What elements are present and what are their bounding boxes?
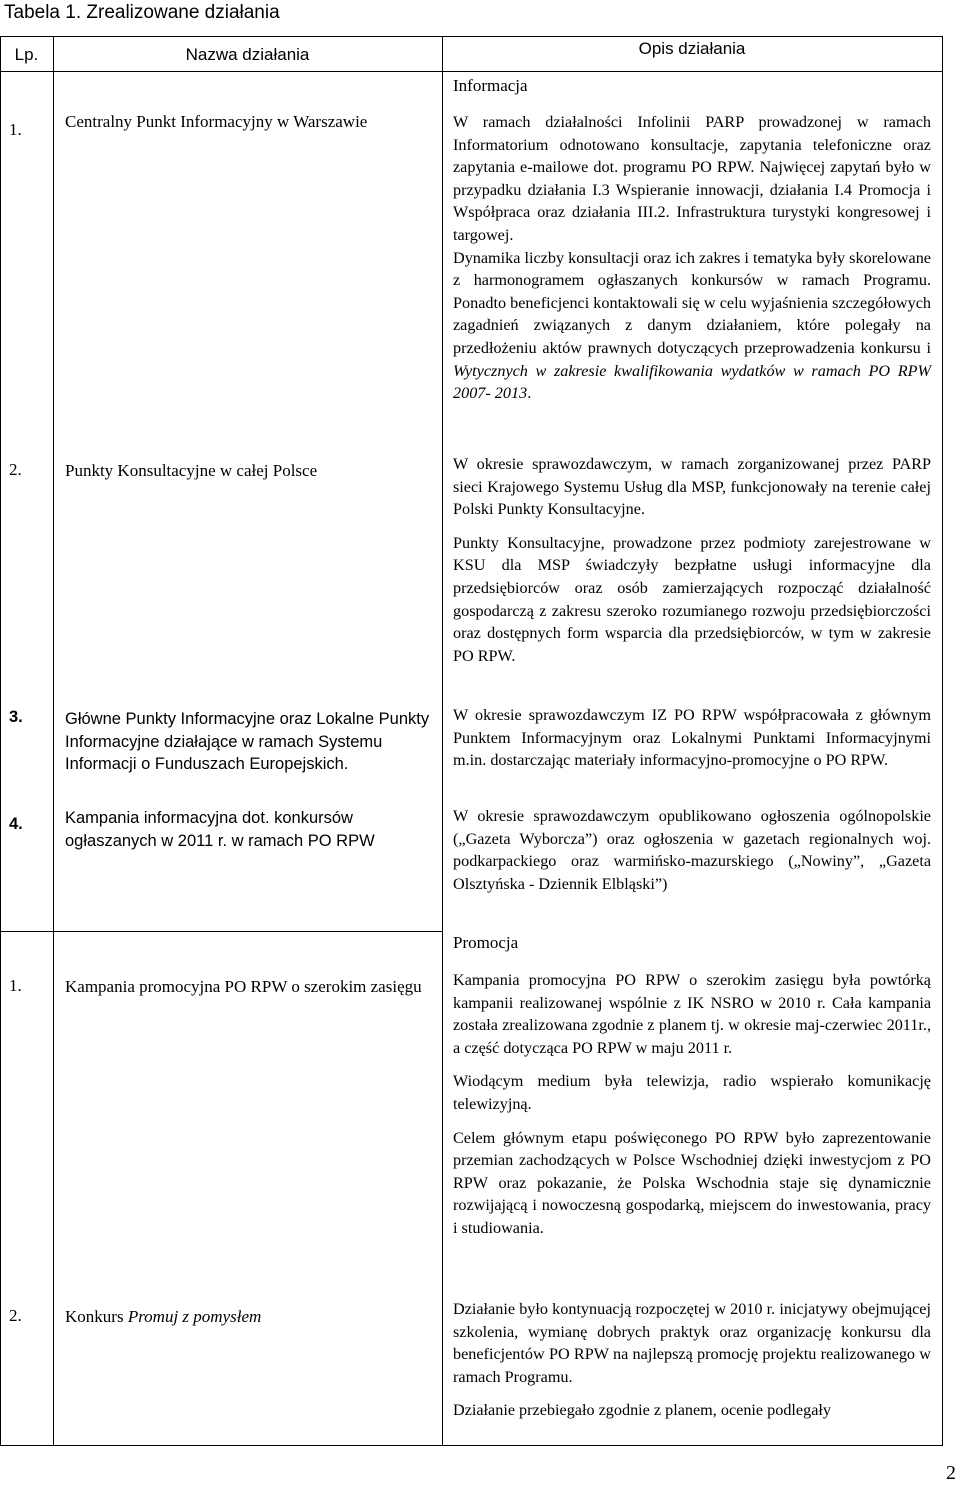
row-4-lp: 4. [9,815,23,833]
lp-column-divider [53,36,54,1446]
row-5-desc-paragraph-1: Kampania promocyjna PO RPW o szerokim zasięgu była powtórką kampanii realizowanej wspólnie z IK NSRO w 2010 r. Cała kampania została zrealizowana zgodnie z planem tj. w okresie maj-czerwiec 2011r., a część dotycząca PO RPW w maju 2011 r. [453,971,931,1057]
row-2-name: Punkty Konsultacyjne w całej Polsce [65,461,318,480]
row-1-desc-italic: Wytycznych w zakresie kwalifikowania wydatków w ramach PO RPW 2007- 2013 [453,361,931,403]
row-3-description [453,704,931,772]
section-label-informacja: Informacja [453,76,528,95]
row-5-lp: 1. [9,976,22,995]
row-5-name: Kampania promocyjna PO RPW o szerokim zasięgu [65,977,422,996]
table-caption: Tabela 1. Zrealizowane działania [4,2,280,23]
row-2-lp: 2. [9,460,22,479]
row-3-desc-paragraph-1: W okresie sprawozdawczym IZ PO RPW współpracowała z głównym Punktem Informacyjnym oraz Lokalnymi Punktami Informacyjnymi m.in. dostarczając materiały informacyjno-promocyjne o PO RPW. [453,706,931,770]
row-6-lp: 2. [9,1306,22,1325]
row-5-description [453,969,931,1240]
row-3-lp: 3. [9,708,23,726]
header-description: Opis działania [638,39,746,58]
row-1-desc-paragraph-2: Dynamika liczby konsultacji oraz ich zakres i tematyka były skorelowane z harmonogramem ogłaszanych konkursów w ramach Programu. Ponadto beneficjenci kontaktowali się w celu wyjaśnienia szczegółowych zagadnień związanych z danym działaniem, które polegały na przedłożeniu aktów prawnych dotyczących przeprowadzenia konkursu i Wytycznych w zakresie kwalifikowania wydatków w ramach PO RPW 2007- 2013. [453,248,931,403]
header-lp: Lp. [14,45,39,64]
row-1-name: Centralny Punkt Informacyjny w Warszawie [65,112,368,131]
header-name: Nazwa działania [185,45,310,64]
row-6-desc-paragraph-2: Działanie przebiegało zgodnie z planem, ocenie podlegały [453,1401,831,1420]
row-6-desc-paragraph-1: Działanie było kontynuacją rozpoczętej w 2010 r. inicjatywy obejmującej szkolenia, wymianę dobrych praktyk oraz organizację konkursu dla beneficjentów PO RPW na najlepszą promocję projektu realizowanego w ramach Programu. [453,1300,931,1386]
table-right-border [942,36,943,1446]
row-2-desc-paragraph-1: W okresie sprawozdawczym, w ramach zorganizowanej przez PARP sieci Krajowego Systemu Usług dla MSP, funkcjonowały na terenie całej Polski Punkty Konsultacyjne. [453,455,931,519]
row-6-name: Konkurs Promuj z pomysłem [65,1307,262,1326]
row-5-desc-paragraph-3: Celem głównym etapu poświęconego PO RPW było zaprezentowanie przemian zachodzących w Polsce Wschodniej dzięki inwestycjom z PO RPW oraz pokazanie, że Polska Wschodnia staje się dynamicznie rozwijającą i nowoczesną gospodarką, miejscem do inwestowania, pracy i studiowania. [453,1128,931,1237]
row-6-description [453,1298,931,1422]
row-4-name: Kampania informacyjna dot. konkursów ogłaszanych w 2011 r. w ramach PO RPW [65,809,375,850]
row-5-desc-paragraph-2: Wiodącym medium była telewizja, radio wspierało komunikację telewizyjną. [453,1072,931,1113]
page-number: 2 [946,1462,956,1484]
table-left-border [0,36,1,1446]
row-4-description [453,805,931,895]
row-2-description [453,453,931,667]
row-4-desc-paragraph-1: W okresie sprawozdawczym opublikowano ogłoszenia ogólnopolskie („Gazeta Wyborcza”) oraz ogłoszenia w gazetach regionalnych woj. podkarpackiego oraz warmińsko-mazurskiego („Nowiny”, „Gazeta Olsztyńska - Dziennik Elbląski”) [453,807,931,893]
section-divider-left [0,931,442,932]
row-2-desc-paragraph-2: Punkty Konsultacyjne, prowadzone przez podmioty zarejestrowane w KSU dla MSP świadczyły bezpłatne usługi informacyjne dla przedsiębiorców oraz osób zamierzających rozpocząć działalność gospodarczą z zakresu szeroko rozumianego rozwoju przedsiębiorczości oraz dostępnych form wsparcia dla przedsiębiorców, w tym w zakresie PO RPW. [453,533,931,665]
table-top-border [0,36,943,37]
row-1-description [453,111,931,405]
row-6-name-italic: Promuj z pomysłem [127,1307,262,1326]
header-bottom-border-left [0,71,442,72]
header-bottom-border-right [442,71,943,72]
table-bottom-border [0,1445,943,1446]
name-column-divider [442,36,443,1446]
row-1-lp: 1. [9,120,22,139]
row-1-desc-paragraph-1: W ramach działalności Infolinii PARP prowadzonej w ramach Informatorium odnotowano konsultacje, zapytania telefoniczne oraz zapytania e-mailowe dot. programu PO RPW. Najwięcej zapytań było w przypadku działania I.3 Wspieranie innowacji, działania I.4 Promocja i Współpraca oraz działania III.2. Infrastruktura turystyki kongresowej i targowej. [453,113,931,244]
row-3-name: Główne Punkty Informacyjne oraz Lokalne Punkty Informacyjne działające w ramach Systemu Informacji o Funduszach Europejskich. [65,710,430,773]
section-label-promocja: Promocja [453,933,519,952]
